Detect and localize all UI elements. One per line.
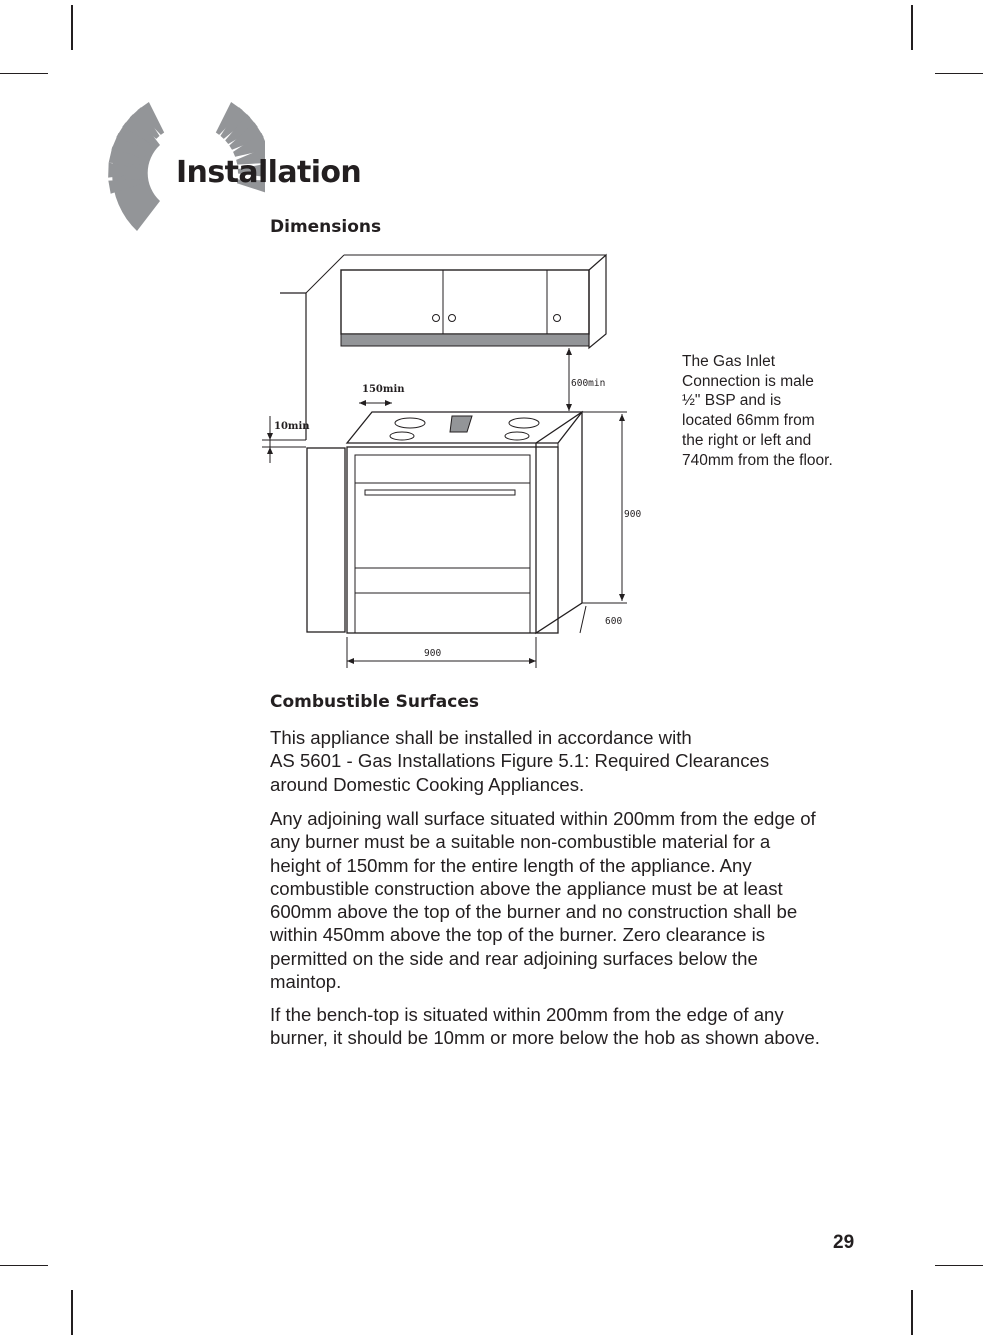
burner xyxy=(505,432,529,440)
burner xyxy=(509,418,539,428)
text-line: height of 150mm for the entire length of the appliance. Any xyxy=(270,854,752,876)
text-line: If the bench-top is situated within 200mm from the edge of any xyxy=(270,1004,784,1025)
combustible-surfaces-heading: Combustible Surfaces xyxy=(270,692,479,712)
cabinet-knob xyxy=(433,315,440,322)
note-line: the right or left and xyxy=(682,431,812,449)
note-line: located 66mm from xyxy=(682,412,815,430)
note-line: Connection is male xyxy=(682,372,814,390)
wall-edge xyxy=(306,255,344,293)
dim-label-900-height: 900 xyxy=(624,509,642,520)
crop-mark xyxy=(71,1290,73,1335)
arrowhead xyxy=(566,348,572,355)
cabinet-knob xyxy=(554,315,561,322)
crop-mark xyxy=(911,5,913,50)
cooker-side xyxy=(536,412,582,633)
cooker-fascia xyxy=(355,455,530,483)
burner-grate xyxy=(450,416,472,432)
burner xyxy=(395,418,425,428)
text-line: around Domestic Cooking Appliances. xyxy=(270,773,585,795)
text-line: permitted on the side and rear adjoining surfaces below the xyxy=(270,947,758,969)
text-line: any burner must be a suitable non-combustible material for a xyxy=(270,831,771,853)
wall-cabinet-front xyxy=(341,270,589,334)
arrowhead xyxy=(385,400,392,406)
paragraph-2 xyxy=(270,807,890,993)
dim-label-600: 600 xyxy=(605,616,623,627)
text-line: Any adjoining wall surface situated within 200mm from the edge of xyxy=(270,808,816,829)
page-title: Installation xyxy=(176,155,362,190)
crop-mark xyxy=(911,1290,913,1335)
paragraph-1 xyxy=(270,726,890,796)
arrowhead xyxy=(267,447,273,454)
text-line: 600mm above the top of the burner and no construction shall be xyxy=(270,901,798,923)
side-bench xyxy=(307,448,345,632)
cabinet-knob xyxy=(449,315,456,322)
crop-mark xyxy=(71,5,73,50)
note-line: The Gas Inlet xyxy=(682,353,776,370)
arrowhead xyxy=(347,658,354,664)
arrowhead xyxy=(529,658,536,664)
dim-label-600min: 600min xyxy=(571,378,606,389)
text-line: combustible construction above the appliance must be at least xyxy=(270,877,783,899)
note-line: 740mm from the floor. xyxy=(682,451,833,469)
text-line: This appliance shall be installed in accordance with xyxy=(270,727,692,748)
arrowhead xyxy=(267,433,273,440)
dim-label-150min: 150min xyxy=(362,384,405,395)
text-line: AS 5601 - Gas Installations Figure 5.1: Required Clearances xyxy=(270,750,770,772)
kickplate xyxy=(355,593,530,633)
wall-outline xyxy=(280,293,306,440)
oven-handle xyxy=(365,490,515,495)
dim-label-900-width: 900 xyxy=(424,648,442,659)
crop-mark xyxy=(0,73,48,74)
text-line: within 450mm above the top of the burner. Zero clearance is xyxy=(270,924,766,946)
oven-door xyxy=(355,483,530,568)
cabinet-side xyxy=(589,255,606,348)
rangehood-bar xyxy=(341,334,589,346)
crop-mark xyxy=(935,73,983,74)
cooker-body xyxy=(347,447,558,633)
arrowhead xyxy=(566,404,572,411)
burner xyxy=(390,432,414,440)
dim-line-600 xyxy=(580,606,586,633)
arrowhead xyxy=(619,594,625,601)
drawer xyxy=(355,568,530,593)
note-line: ½" BSP and is xyxy=(682,392,782,410)
crop-mark xyxy=(0,1265,48,1266)
text-line: maintop. xyxy=(270,971,342,993)
dimensions-diagram xyxy=(262,248,657,673)
arrowhead xyxy=(359,400,366,406)
text-line: burner, it should be 10mm or more below the hob as shown above. xyxy=(270,1027,820,1049)
arrowhead xyxy=(619,414,625,421)
crop-mark xyxy=(935,1265,983,1266)
page-number: 29 xyxy=(833,1232,855,1253)
dim-label-10min: 10min xyxy=(274,421,310,432)
gas-inlet-note xyxy=(682,352,872,470)
dimensions-heading: Dimensions xyxy=(270,217,382,237)
paragraph-3 xyxy=(270,1003,890,1050)
